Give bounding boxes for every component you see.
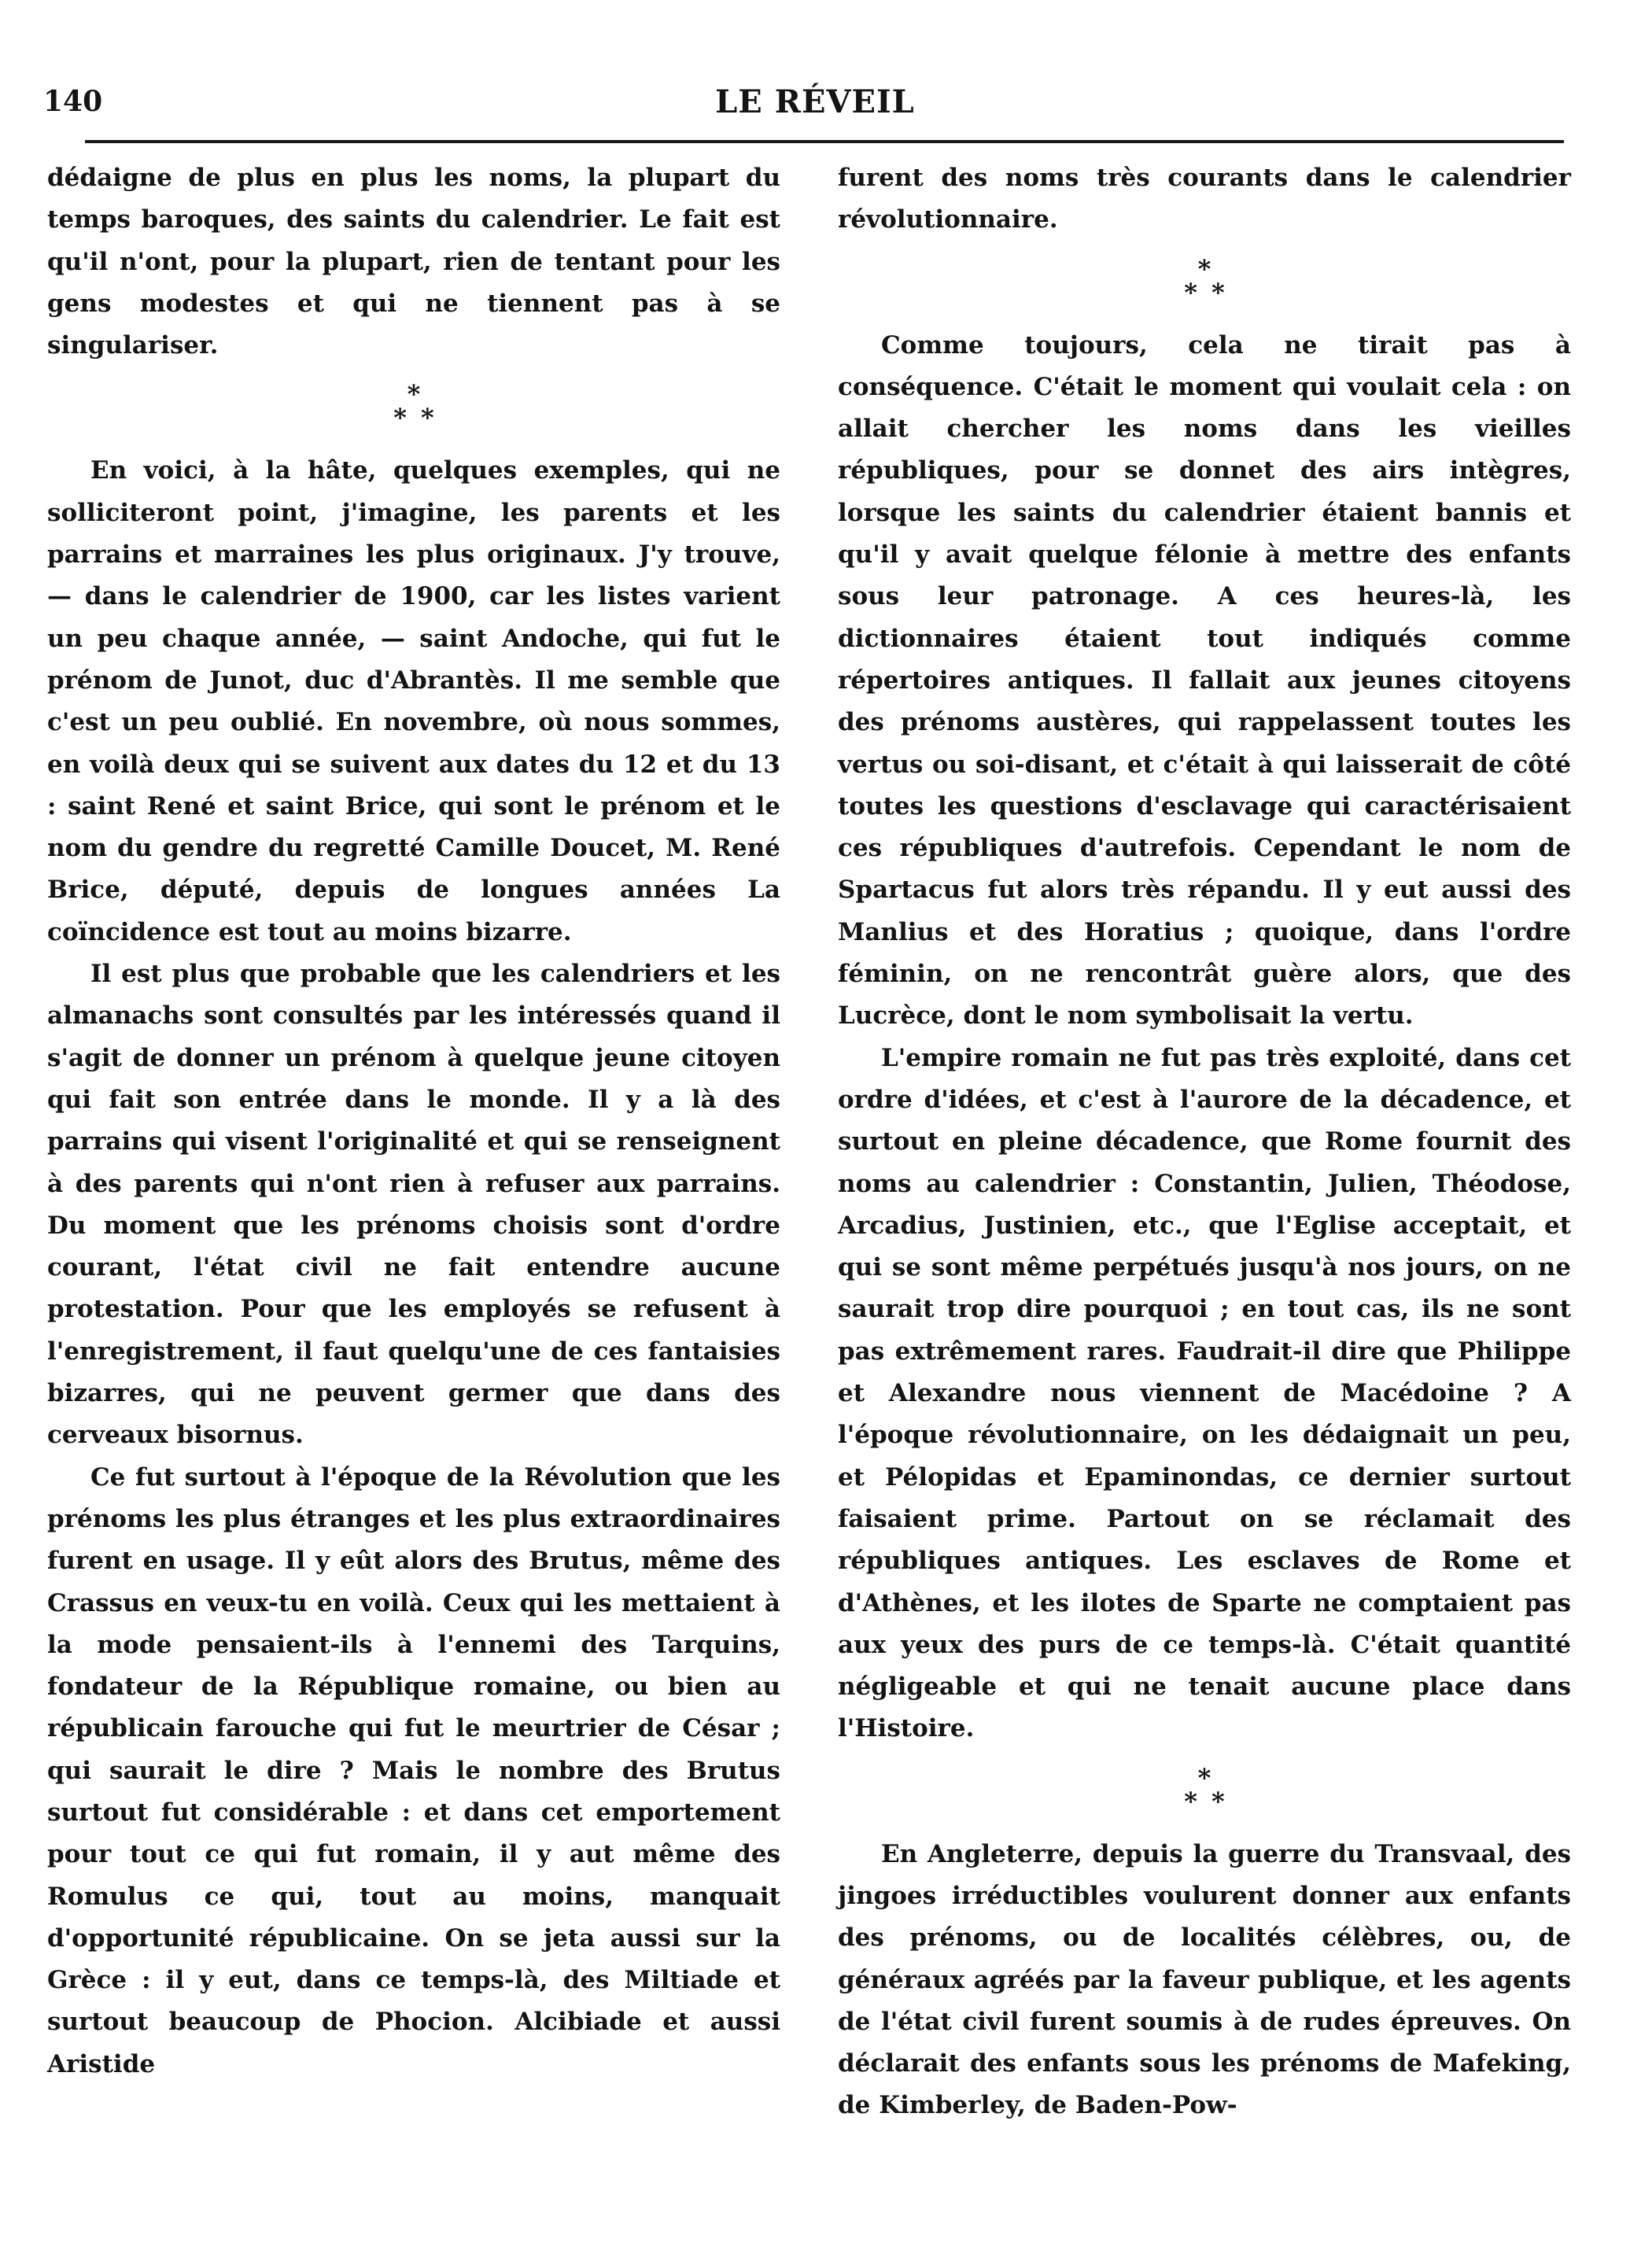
asterism-separator: [47, 367, 780, 450]
asterism-separator: [838, 1750, 1571, 1834]
paragraph: Il est plus que probable que les calendriers et les almanachs sont consultés par les intéressés quand il s'agit de donner un prénom à quelque jeune citoyen qui fait son entrée dans le monde. Il y a là des parrains qui visent l'originalité et qui se renseignent à des parents qui n'ont rien à refuser aux parrains. Du moment que les prénoms choisis sont d'ordre courant, l'état civil ne fait entendre aucune protestation. Pour que les employés se refusent à l'enregistrement, il faut quelqu'une de ces fantaisies bizarres, qui ne peuvent germer que dans des cerveaux bisornus.: [47, 960, 780, 1450]
asterism-top: *: [1197, 253, 1211, 284]
asterism-bottom: **: [1184, 1786, 1239, 1816]
right-column: [838, 157, 1571, 2127]
paragraph: En voici, à la hâte, quelques exemples, qui ne solliciteront point, j'imagine, les parents et les parrains et marraines les plus originaux. J'y trouve, — dans le calendrier de 1900, car les listes varient un peu chaque année, — saint Andoche, qui fut le prénom de Junot, duc d'Abrantès. Il me semble que c'est un peu oublié. En novembre, où nous sommes, en voilà deux qui se suivent aux dates du 12 et du 13 : saint René et saint Brice, qui sont le prénom et le nom du gendre du regretté Camille Doucet, M. René Brice, député, depuis de longues années La coïncidence est tout au moins bizarre.: [47, 456, 780, 946]
running-title: LE RÉVEIL: [715, 83, 915, 120]
paragraph: dédaigne de plus en plus les noms, la plupart du temps baroques, des saints du calendrier. Le fait est qu'il n'ont, pour la plupart, rien de tentant pour les gens modestes et qui ne tiennent pas à se singulariser.: [47, 164, 780, 360]
asterism-bottom: **: [1184, 277, 1239, 308]
paragraph: furent des noms très courants dans le calendrier révolutionnaire.: [838, 164, 1571, 234]
paragraph: En Angleterre, depuis la guerre du Transvaal, des jingoes irréductibles voulurent donner aux enfants des prénoms, ou de localités célèbres, ou, de généraux agréés par la faveur publique, et les agents de l'état civil furent soumis à de rudes épreuves. On déclarait des enfants sous les prénoms de Mafeking, de Kimberley, de Baden-Pow-: [838, 1839, 1571, 2120]
asterism-top: *: [1197, 1762, 1211, 1793]
paragraph: L'empire romain ne fut pas très exploité, dans cet ordre d'idées, et c'est à l'aurore de la décadence, et surtout en pleine décadence, que Rome fournit des noms au calendrier : Constantin, Julien, Théodose, Arcadius, Justinien, etc., que l'Eglise acceptait, et qui se sont même perpétués jusqu'à nos jours, on ne saurait trop dire pourquoi ; en tout cas, ils ne sont pas extrêmement rares. Faudrait-il dire que Philippe et Alexandre nous viennent de Macédoine ? A l'époque révolutionnaire, on les dédaignait un peu, et Pélopidas et Epaminondas, ce dernier surtout faisaient prime. Partout on se réclamait des républiques antiques. Les esclaves de Rome et d'Athènes, et les ilotes de Sparte ne comptaient pas aux yeux des purs de ce temps-là. C'était quantité négligeable et qui ne tenait aucune place dans l'Histoire.: [838, 1043, 1571, 1743]
page-number: 140: [43, 85, 103, 118]
paragraph: Ce fut surtout à l'époque de la Révolution que les prénoms les plus étranges et les plus extraordinaires furent en usage. Il y eût alors des Brutus, même des Crassus en veux-tu en voilà. Ceux qui les mettaient à la mode pensaient-ils à l'ennemi des Tarquins, fondateur de la République romaine, ou bien au républicain farouche qui fut le meurtrier de César ; qui saurait le dire ? Mais le nombre des Brutus surtout fut considérable : et dans cet emportement pour tout ce qui fut romain, il y aut même des Romulus ce qui, tout au moins, manquait d'opportunité républicaine. On se jeta aussi sur la Grèce : il y eut, dans ce temps-là, des Miltiade et surtout beaucoup de Phocion. Alcibiade et aussi Aristide: [47, 1462, 780, 2078]
paragraph: Comme toujours, cela ne tirait pas à conséquence. C'était le moment qui voulait cela : on allait chercher les noms dans les vieilles républiques, pour se donnet des airs intègres, lorsque les saints du calendrier étaient bannis et qu'il y avait quelque félonie à mettre des enfants sous leur patronage. A ces heures-là, les dictionnaires étaient tout indiqués comme répertoires antiques. Il fallait aux jeunes citoyens des prénoms austères, qui rappelassent toutes les vertus ou soi-disant, et c'était à qui laisserait de côté toutes les questions d'esclavage qui caractérisaient ces républiques d'autrefois. Cependant le nom de Spartacus fut alors très répandu. Il y eut aussi des Manlius et des Horatius ; quoique, dans l'ordre féminin, on ne rencontrât guère alors, que des Lucrèce, dont le nom symbolisait la vertu.: [838, 330, 1571, 1031]
asterism-bottom: **: [393, 403, 448, 433]
header-rule: [85, 140, 1564, 143]
asterism-separator: [838, 242, 1571, 325]
left-column: [47, 157, 780, 2085]
asterism-top: *: [407, 379, 421, 410]
